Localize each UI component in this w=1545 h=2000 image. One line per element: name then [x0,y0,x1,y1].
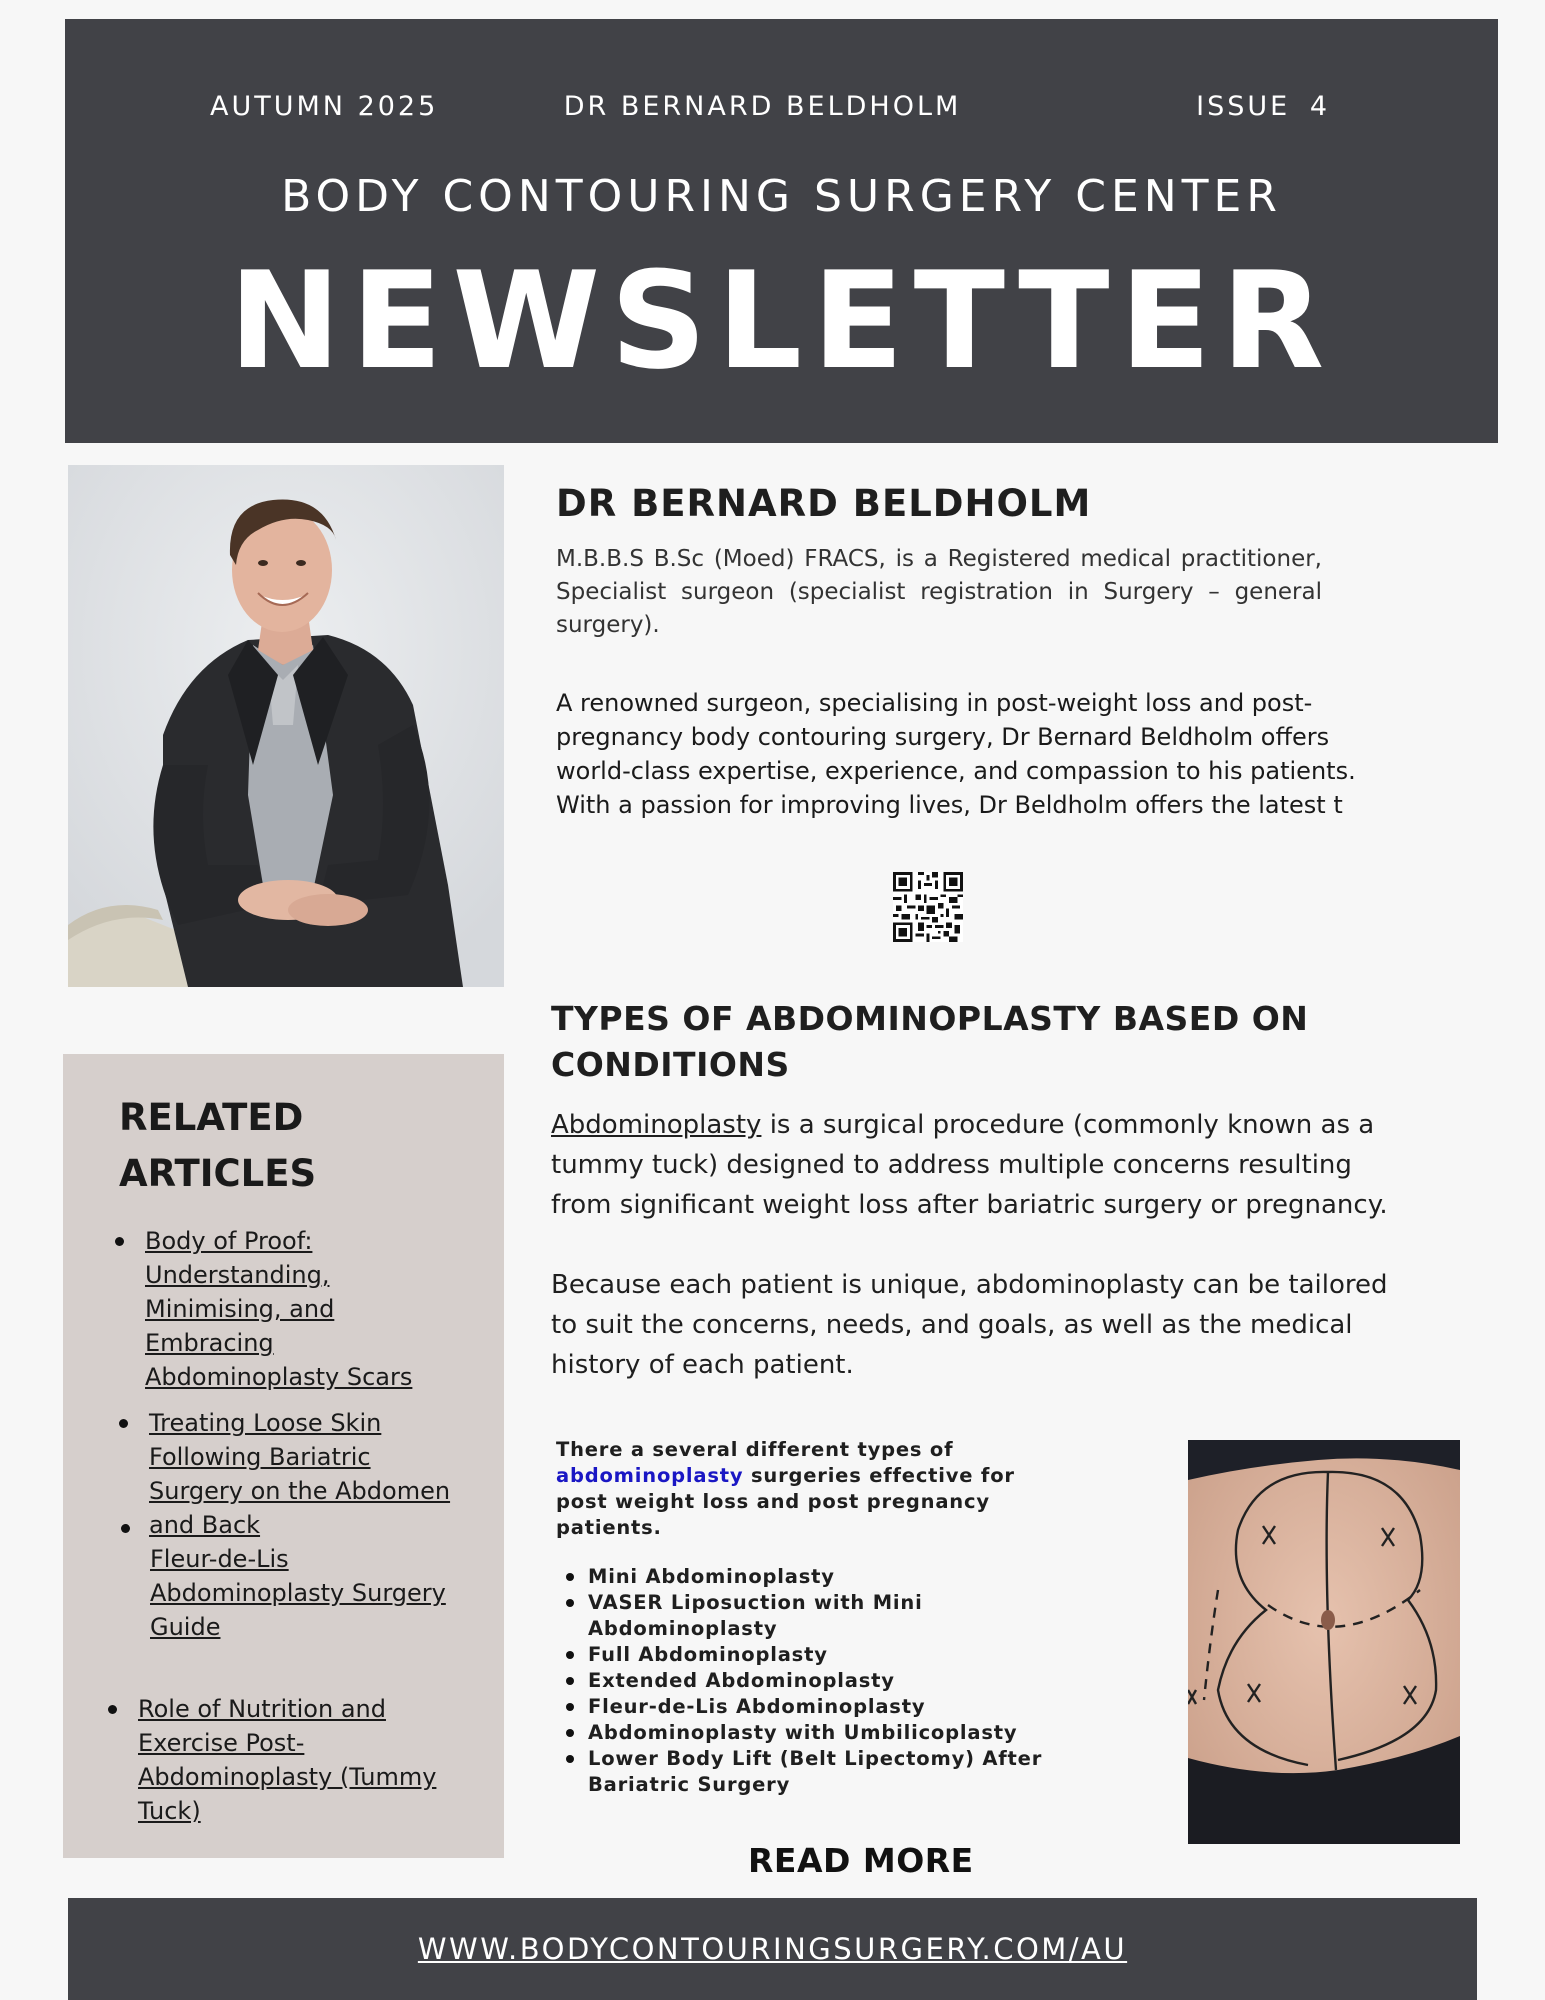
list-item: Extended Abdominoplasty [588,1668,1068,1694]
list-item: VASER Liposuction with Mini Abdominoplasty [588,1590,1068,1642]
list-item: Abdominoplasty with Umbilicoplasty [588,1720,1068,1746]
read-more-link[interactable]: READ MORE [748,1841,974,1880]
center-name: BODY CONTOURING SURGERY CENTER [281,171,1282,222]
related-article-item [138,1692,458,1828]
list-item: Full Abdominoplasty [588,1642,1068,1668]
types-intro: There a several different types of abdominoplasty surgeries effective for post weight loss and post pregnancy patients. [556,1438,1015,1539]
issue-season: AUTUMN 2025 [210,91,439,122]
abdominoplasty-blue-link[interactable]: abdominoplasty [556,1464,744,1487]
newsletter-title: NEWSLETTER [228,243,1335,399]
bullet-icon [119,1419,128,1428]
related-article-item [145,1224,445,1394]
paragraph-text: is a surgical procedure (commonly known as a tummy tuck) designed to address multiple concerns resulting from significant weight loss after bariatric surgery or pregnancy. [551,1110,1388,1220]
bullet-icon [115,1237,124,1246]
list-item: Mini Abdominoplasty [588,1564,1068,1590]
list-item: Lower Body Lift (Belt Lipectomy) After Bariatric Surgery [588,1746,1068,1798]
list-item: Fleur-de-Lis Abdominoplasty [588,1694,1068,1720]
profile-name: DR BERNARD BELDHOLM [556,482,1092,525]
section-paragraph-2: Because each patient is unique, abdominoplasty can be tailored to suit the concerns, needs, and goals, as well as the medical history of each patient. [551,1270,1388,1380]
abdomen-marking-image [1188,1440,1460,1844]
newsletter-header [65,19,1498,443]
issue-number: ISSUE 4 [1196,91,1330,122]
footer [68,1898,1477,2000]
related-article-link-loose-skin[interactable]: Treating Loose Skin Following Bariatric Surgery on the Abdomen and Back [149,1409,451,1539]
profile-credentials: M.B.B.S B.Sc (Moed) FRACS, is a Registered medical practitioner, Specialist surgeon (specialist registration in Surgery – general surgery). [556,546,1322,638]
abdomen-marking-photo [1188,1440,1460,1844]
related-article-item [150,1542,470,1644]
header-doctor-name: DR BERNARD BELDHOLM [563,91,962,122]
types-list [588,1564,1068,1798]
related-article-link-nutrition[interactable]: Role of Nutrition and Exercise Post-Abdominoplasty (Tummy Tuck) [138,1695,437,1825]
related-articles-panel [63,1054,504,1858]
bullet-icon [108,1705,117,1714]
section-paragraph-1 [551,1105,1411,1225]
abdominoplasty-link[interactable]: Abdominoplasty [551,1110,762,1140]
doctor-photo [68,465,504,987]
related-article-link-fleur-de-lis[interactable]: Fleur-de-Lis Abdominoplasty Surgery Guide [150,1545,446,1641]
website-link[interactable]: WWW.BODYCONTOURINGSURGERY.COM/AU [417,1932,1128,1966]
section-title: TYPES OF ABDOMINOPLASTY BASED ON CONDITIONS [551,999,1309,1084]
profile-bio: A renowned surgeon, specialising in post-weight loss and post-pregnancy body contouring surgery, Dr Bernard Beldholm offers world-class expertise, experience, and compassion to his patients. With a passion for improving lives, Dr Beldholm offers the latest t [556,689,1356,819]
bullet-icon [121,1524,130,1533]
qr-code-icon[interactable] [893,872,963,942]
related-articles-heading: RELATED ARTICLES [119,1096,317,1195]
related-article-link-scars[interactable]: Body of Proof: Understanding, Minimising, and Embracing Abdominoplasty Scars [145,1227,413,1391]
related-article-item [149,1406,469,1542]
doctor-portrait-image [68,465,504,987]
